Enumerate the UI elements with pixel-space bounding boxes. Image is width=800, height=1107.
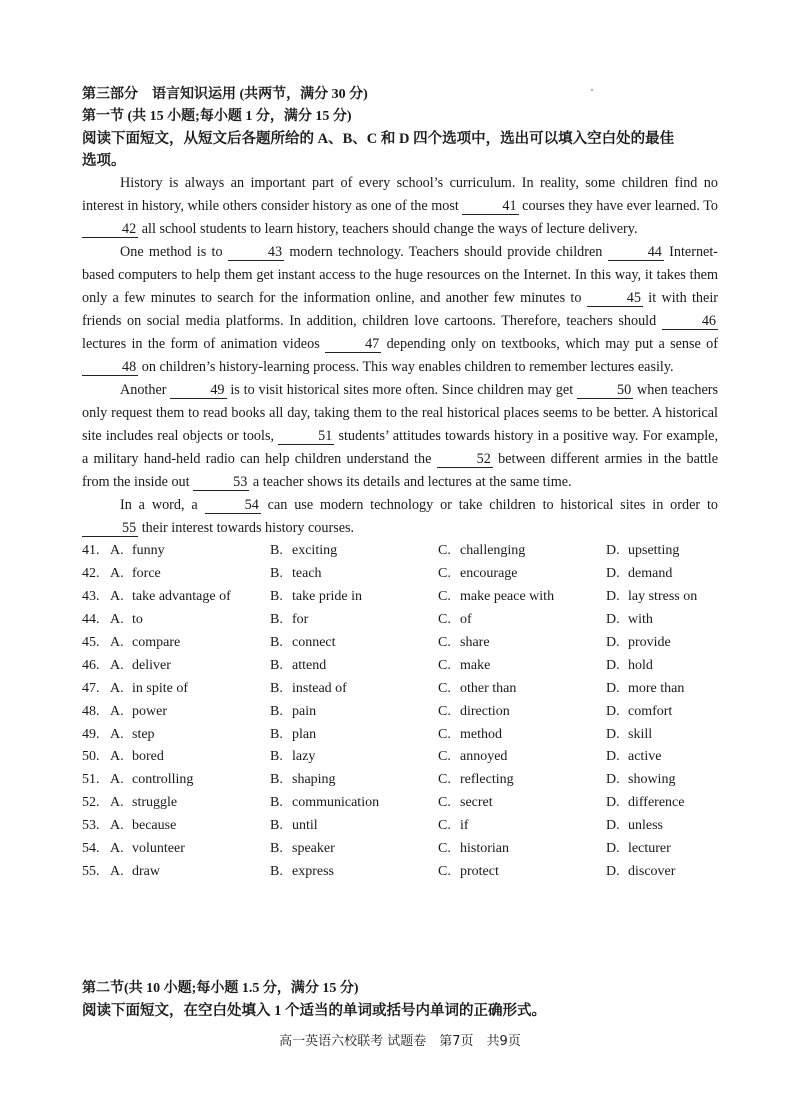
question-number: 49. bbox=[82, 726, 100, 742]
option-letter: B. bbox=[270, 566, 283, 582]
option-a[interactable] bbox=[110, 658, 270, 674]
question-number: 43. bbox=[82, 589, 100, 605]
option-letter: A. bbox=[110, 612, 124, 628]
option-d[interactable] bbox=[606, 841, 718, 857]
option-letter: D. bbox=[606, 795, 620, 811]
option-letter: C. bbox=[438, 726, 451, 742]
option-letter: A. bbox=[110, 703, 124, 719]
option-b[interactable] bbox=[270, 704, 438, 720]
option-letter: C. bbox=[438, 818, 451, 834]
option-letter: C. bbox=[438, 772, 451, 788]
option-b[interactable] bbox=[270, 841, 438, 857]
option-letter: C. bbox=[438, 795, 451, 811]
option-c[interactable] bbox=[438, 772, 606, 788]
option-text: exciting bbox=[292, 543, 338, 559]
option-d[interactable] bbox=[606, 772, 718, 788]
option-c[interactable] bbox=[438, 612, 606, 628]
option-letter: A. bbox=[110, 680, 124, 696]
option-text: share bbox=[460, 635, 490, 650]
section2-instruction: 阅读下面短文，在空白处填入 1 个适当的单词或括号内单词的正确形式。 bbox=[82, 1003, 546, 1019]
option-d[interactable] bbox=[606, 749, 718, 765]
question-number: 50. bbox=[82, 749, 100, 765]
option-letter: B. bbox=[270, 726, 283, 742]
option-letter: D. bbox=[606, 612, 620, 628]
option-text: connect bbox=[292, 635, 336, 650]
option-row bbox=[82, 769, 718, 792]
option-c[interactable] bbox=[438, 749, 606, 765]
blank-43[interactable]: 43 bbox=[228, 244, 284, 261]
option-letter: C. bbox=[438, 566, 451, 582]
option-b[interactable] bbox=[270, 543, 438, 559]
option-text: power bbox=[132, 703, 167, 719]
option-letter: B. bbox=[270, 657, 283, 673]
option-text: struggle bbox=[132, 795, 178, 811]
option-row bbox=[82, 563, 718, 586]
option-a[interactable] bbox=[110, 635, 270, 651]
option-text: demand bbox=[628, 566, 673, 582]
option-letter: B. bbox=[270, 863, 283, 879]
option-text: protect bbox=[460, 863, 499, 879]
option-text: take advantage of bbox=[132, 589, 231, 605]
option-text: hold bbox=[628, 657, 653, 673]
blank-49[interactable]: 49 bbox=[170, 382, 226, 399]
question-number: 53. bbox=[82, 818, 100, 834]
passage-paragraph-3: Another 49 is to visit historical sites more often. Since children may get 50 when teachers only request them to read books all day, taking them to the real historical places seems to be better. A historical site includes real objects or tools, 51 students’ attitudes towards history in a positive way. For example, a military hand-held radio can help children understand the 52 between different armies in the battle from the inside out 53 a teacher shows its details and lectures at the same time. bbox=[82, 382, 719, 490]
option-c[interactable] bbox=[438, 795, 606, 811]
option-letter: A. bbox=[110, 749, 124, 765]
option-text: step bbox=[132, 726, 155, 742]
option-text: annoyed bbox=[460, 749, 508, 765]
option-text: direction bbox=[460, 703, 510, 719]
question-number: 46. bbox=[82, 657, 100, 673]
option-text: encourage bbox=[460, 566, 518, 582]
blank-47[interactable]: 47 bbox=[325, 336, 381, 353]
option-text: express bbox=[292, 863, 334, 879]
option-letter: D. bbox=[606, 772, 620, 788]
option-letter: A. bbox=[110, 726, 124, 742]
option-d[interactable] bbox=[606, 795, 718, 811]
option-text: more than bbox=[628, 680, 685, 696]
option-b[interactable] bbox=[270, 772, 438, 788]
option-letter: C. bbox=[438, 589, 451, 605]
option-letter: D. bbox=[606, 703, 620, 719]
option-text: communication bbox=[292, 795, 380, 811]
option-d[interactable] bbox=[606, 818, 718, 834]
option-c[interactable] bbox=[438, 658, 606, 674]
option-a[interactable] bbox=[110, 612, 270, 628]
section2 bbox=[82, 978, 722, 1022]
passage-paragraph-2: One method is to 43 modern technology. Teachers should provide children 44 Internet-based computers to help them get instant access to the huge resources on the Internet. In this way, it takes them only a few minutes to search for the information online, and another few minutes to 45 it with their friends on social media platforms. In addition, children love cartoons. Therefore, teachers should 46 lectures in the form of animation videos 47 depending only on textbooks, which may put a sense of 48 on children’s history-learning process. This way enables children to remember lectures easily. bbox=[82, 244, 719, 375]
option-text: historian bbox=[460, 841, 509, 857]
option-text: plan bbox=[292, 726, 317, 742]
blank-55[interactable]: 55 bbox=[82, 520, 138, 537]
option-text: provide bbox=[628, 635, 671, 650]
option-letter: A. bbox=[110, 841, 124, 857]
blank-44[interactable]: 44 bbox=[608, 244, 664, 261]
option-b[interactable] bbox=[270, 818, 438, 834]
option-row bbox=[82, 746, 718, 769]
section2-heading: 第二节(共 10 小题;每小题 1.5 分，满分 15 分) bbox=[82, 981, 359, 996]
option-d[interactable] bbox=[606, 612, 718, 628]
option-letter: D. bbox=[606, 657, 620, 673]
option-text: active bbox=[628, 749, 662, 765]
option-text: attend bbox=[292, 657, 327, 673]
option-row bbox=[82, 609, 718, 632]
option-letter: D. bbox=[606, 566, 620, 582]
option-a[interactable] bbox=[110, 795, 270, 811]
option-d[interactable] bbox=[606, 704, 718, 720]
option-letter: B. bbox=[270, 680, 283, 696]
question-number: 44. bbox=[82, 612, 100, 628]
option-row bbox=[82, 792, 718, 815]
option-letter: C. bbox=[438, 703, 451, 719]
page-footer: 高一英语六校联考 试题卷 第7页 共9页 bbox=[279, 1034, 521, 1049]
section1-heading: 第一节 (共 15 小题;每小题 1 分，满分 15 分) bbox=[82, 109, 352, 124]
option-letter: D. bbox=[606, 543, 620, 559]
option-letter: B. bbox=[270, 543, 283, 559]
option-b[interactable] bbox=[270, 727, 438, 743]
option-row bbox=[82, 815, 718, 838]
question-number: 45. bbox=[82, 635, 100, 650]
option-text: lazy bbox=[292, 749, 316, 765]
part-heading: 第三部分 语言知识运用 (共两节，满分 30 分) bbox=[82, 87, 368, 102]
option-text: difference bbox=[628, 795, 685, 811]
option-row bbox=[82, 723, 718, 746]
option-a[interactable] bbox=[110, 818, 270, 834]
option-text: pain bbox=[292, 703, 317, 719]
option-text: comfort bbox=[628, 703, 673, 719]
blank-46[interactable]: 46 bbox=[662, 313, 718, 330]
option-c[interactable] bbox=[438, 864, 606, 880]
option-letter: D. bbox=[606, 589, 620, 605]
option-row bbox=[82, 700, 718, 723]
option-letter: A. bbox=[110, 589, 124, 605]
option-letter: C. bbox=[438, 749, 451, 765]
option-row bbox=[82, 586, 718, 609]
option-b[interactable] bbox=[270, 864, 438, 880]
question-number: 47. bbox=[82, 680, 100, 696]
option-text: lay stress on bbox=[628, 589, 698, 605]
option-b[interactable] bbox=[270, 658, 438, 674]
question-number: 48. bbox=[82, 703, 100, 719]
option-a[interactable] bbox=[110, 589, 270, 605]
passage-paragraph-4: In a word, a 54 can use modern technology or take children to historical sites in order to 55 their interest towards history courses. bbox=[82, 494, 718, 540]
option-text: compare bbox=[132, 635, 181, 650]
option-text: teach bbox=[292, 566, 322, 582]
option-d[interactable] bbox=[606, 635, 718, 651]
option-letter: B. bbox=[270, 612, 283, 628]
blank-45[interactable]: 45 bbox=[587, 290, 643, 307]
option-c[interactable] bbox=[438, 727, 606, 743]
option-c[interactable] bbox=[438, 566, 606, 582]
option-text: shaping bbox=[292, 772, 336, 788]
option-a[interactable] bbox=[110, 704, 270, 720]
option-b[interactable] bbox=[270, 612, 438, 628]
option-a[interactable] bbox=[110, 566, 270, 582]
option-text: with bbox=[628, 612, 653, 628]
option-letter: B. bbox=[270, 635, 283, 650]
option-letter: A. bbox=[110, 772, 124, 788]
option-c[interactable] bbox=[438, 543, 606, 559]
option-letter: D. bbox=[606, 863, 620, 879]
option-row bbox=[82, 632, 718, 655]
option-text: other than bbox=[460, 680, 517, 696]
option-letter: B. bbox=[270, 589, 283, 605]
option-b[interactable] bbox=[270, 635, 438, 651]
option-letter: D. bbox=[606, 841, 620, 857]
option-c[interactable] bbox=[438, 818, 606, 834]
option-b[interactable] bbox=[270, 795, 438, 811]
option-text: funny bbox=[132, 543, 165, 559]
option-d[interactable] bbox=[606, 589, 718, 605]
option-letter: B. bbox=[270, 841, 283, 857]
option-text: because bbox=[132, 818, 177, 834]
blank-48[interactable]: 48 bbox=[82, 359, 138, 376]
option-text: controlling bbox=[132, 772, 194, 788]
blank-41[interactable]: 41 bbox=[462, 198, 518, 215]
option-letter: A. bbox=[110, 635, 124, 650]
question-number: 42. bbox=[82, 566, 100, 582]
option-a[interactable] bbox=[110, 864, 270, 880]
option-row bbox=[82, 860, 718, 883]
option-row bbox=[82, 654, 718, 677]
blank-54[interactable]: 54 bbox=[205, 497, 261, 514]
option-text: instead of bbox=[292, 680, 347, 696]
option-b[interactable] bbox=[270, 681, 438, 697]
option-text: force bbox=[132, 566, 161, 582]
section1 bbox=[82, 84, 718, 883]
option-text: speaker bbox=[292, 841, 335, 857]
option-letter: C. bbox=[438, 543, 451, 559]
option-letter: A. bbox=[110, 795, 124, 811]
option-text: skill bbox=[628, 726, 653, 742]
option-text: take pride in bbox=[292, 589, 362, 605]
question-number: 52. bbox=[82, 795, 100, 811]
option-text: discover bbox=[628, 863, 676, 879]
option-d[interactable] bbox=[606, 727, 718, 743]
option-text: method bbox=[460, 726, 502, 742]
option-letter: C. bbox=[438, 863, 451, 879]
option-text: to bbox=[132, 612, 143, 628]
option-text: reflecting bbox=[460, 772, 514, 788]
blank-53[interactable]: 53 bbox=[193, 474, 249, 491]
option-letter: D. bbox=[606, 749, 620, 765]
option-c[interactable] bbox=[438, 681, 606, 697]
option-row bbox=[82, 838, 718, 861]
option-text: lecturer bbox=[628, 841, 671, 857]
option-letter: B. bbox=[270, 749, 283, 765]
option-letter: D. bbox=[606, 680, 620, 696]
option-c[interactable] bbox=[438, 635, 606, 651]
option-text: unless bbox=[628, 818, 663, 834]
option-c[interactable] bbox=[438, 589, 606, 605]
option-text: make bbox=[460, 657, 491, 673]
blank-42[interactable]: 42 bbox=[82, 221, 138, 238]
option-letter: C. bbox=[438, 680, 451, 696]
option-c[interactable] bbox=[438, 841, 606, 857]
option-text: make peace with bbox=[460, 589, 555, 605]
option-d[interactable] bbox=[606, 566, 718, 582]
option-letter: B. bbox=[270, 772, 283, 788]
option-letter: A. bbox=[110, 818, 124, 834]
option-letter: B. bbox=[270, 703, 283, 719]
option-text: upsetting bbox=[628, 543, 680, 559]
option-letter: B. bbox=[270, 795, 283, 811]
option-a[interactable] bbox=[110, 841, 270, 857]
option-text: deliver bbox=[132, 657, 171, 673]
option-text: challenging bbox=[460, 543, 526, 559]
option-text: draw bbox=[132, 863, 160, 879]
option-letter: D. bbox=[606, 635, 620, 650]
question-number: 41. bbox=[82, 543, 100, 559]
section1-instruction: 阅读下面短文，从短文后各题所给的 A、B、C 和 D 四个选项中，选出可以填入空白处的最佳 选项。 bbox=[82, 131, 675, 169]
option-b[interactable] bbox=[270, 566, 438, 582]
blank-52[interactable]: 52 bbox=[437, 451, 493, 468]
answer-options-list bbox=[82, 540, 718, 883]
option-letter: A. bbox=[110, 566, 124, 582]
option-letter: B. bbox=[270, 818, 283, 834]
option-text: secret bbox=[460, 795, 493, 811]
option-text: if bbox=[460, 818, 469, 834]
option-a[interactable] bbox=[110, 727, 270, 743]
question-number: 51. bbox=[82, 772, 100, 788]
option-letter: D. bbox=[606, 726, 620, 742]
option-text: showing bbox=[628, 772, 676, 788]
option-letter: C. bbox=[438, 612, 451, 628]
option-text: for bbox=[292, 612, 309, 628]
blank-50[interactable]: 50 bbox=[577, 382, 633, 399]
option-row bbox=[82, 540, 718, 563]
option-a[interactable] bbox=[110, 749, 270, 765]
option-text: volunteer bbox=[132, 841, 185, 857]
option-b[interactable] bbox=[270, 749, 438, 765]
option-a[interactable] bbox=[110, 681, 270, 697]
option-text: bored bbox=[132, 749, 164, 765]
option-a[interactable] bbox=[110, 543, 270, 559]
option-letter: A. bbox=[110, 543, 124, 559]
option-d[interactable] bbox=[606, 543, 718, 559]
option-a[interactable] bbox=[110, 772, 270, 788]
option-text: until bbox=[292, 818, 318, 834]
question-number: 55. bbox=[82, 863, 100, 879]
option-text: of bbox=[460, 612, 472, 628]
option-letter: A. bbox=[110, 657, 124, 673]
question-number: 54. bbox=[82, 841, 100, 857]
option-row bbox=[82, 677, 718, 700]
option-c[interactable] bbox=[438, 704, 606, 720]
option-d[interactable] bbox=[606, 864, 718, 880]
option-d[interactable] bbox=[606, 658, 718, 674]
passage-paragraph-1: History is always an important part of every school’s curriculum. In reality, some children find no interest in history, while others consider history as one of the most 41 courses they have ever learned. To 42 all school students to learn history, teachers should change the ways of lecture delivery. bbox=[82, 175, 718, 237]
blank-51[interactable]: 51 bbox=[278, 428, 334, 445]
option-text: in spite of bbox=[132, 680, 188, 696]
option-letter: A. bbox=[110, 863, 124, 879]
option-letter: D. bbox=[606, 818, 620, 834]
option-b[interactable] bbox=[270, 589, 438, 605]
option-letter: C. bbox=[438, 657, 451, 673]
option-d[interactable] bbox=[606, 681, 718, 697]
option-letter: C. bbox=[438, 635, 451, 650]
option-letter: C. bbox=[438, 841, 451, 857]
